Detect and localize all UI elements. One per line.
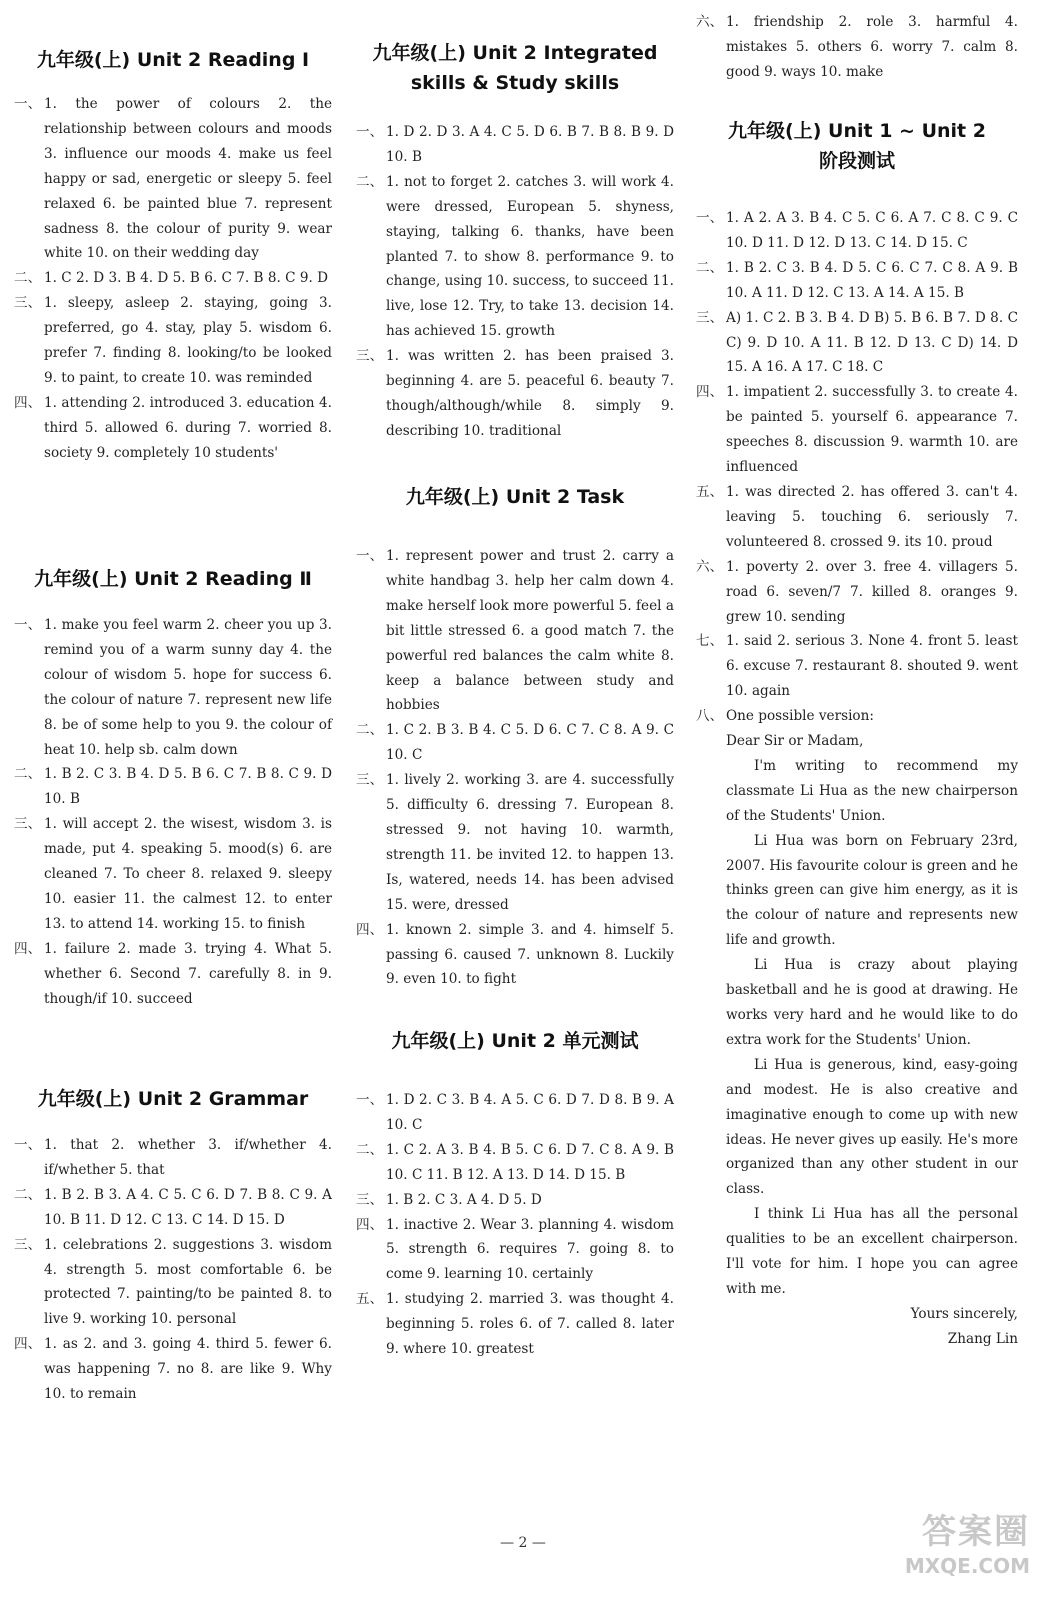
answer-group: 三、 A) 1. C 2. B 3. B 4. D B) 5. B 6. B 7. D 8. C C) 9. D 10. A 11. B 12. D 13. C D) 14. D 15. A 16. A 17. C 18. C bbox=[696, 309, 1018, 376]
answer-group: 五、 1. studying 2. married 3. was thought 4. beginning 5. roles 6. of 7. called 8. later 9. where 10. greatest bbox=[356, 1291, 674, 1358]
answer-group: 二、 1. C 2. A 3. B 4. B 5. C 6. D 7. C 8. A 9. B 10. C 11. B 12. A 13. D 14. D 15. B bbox=[356, 1141, 674, 1183]
letter-signature: Zhang Lin bbox=[947, 1330, 1018, 1347]
section-reading-2 bbox=[14, 564, 332, 1012]
letter-greeting: Dear Sir or Madam, bbox=[726, 733, 864, 750]
letter-paragraph: I'm writing to recommend my classmate Li Hua as the new chairperson of the Students' Union. bbox=[726, 757, 1018, 824]
page-number: — 2 — bbox=[500, 1535, 546, 1551]
section-task bbox=[356, 482, 674, 992]
answer-group: 三、 1. sleepy, asleep 2. staying, going 3. preferred, go 4. stay, play 5. wisdom 6. prefer 7. finding 8. looking/to be looked 9. to paint, to create 10. was reminded bbox=[14, 295, 332, 386]
answer-group: 四、 1. failure 2. made 3. trying 4. What 5. whether 6. Second 7. carefully 8. in 9. though/if 10. succeed bbox=[14, 940, 332, 1007]
section-stage-test bbox=[696, 116, 1018, 1352]
answer-list bbox=[14, 613, 332, 1012]
answer-group: 二、 1. B 2. C 3. B 4. D 5. C 6. C 7. C 8. A 9. B 10. A 11. D 12. C 13. A 14. A 15. B bbox=[696, 259, 1018, 301]
answer-group: 四、 1. inactive 2. Wear 3. planning 4. wisdom 5. strength 6. requires 7. going 8. to come 9. learning 10. certainly bbox=[356, 1216, 674, 1283]
answer-group: 一、 1. D 2. D 3. A 4. C 5. D 6. B 7. B 8. B 9. D 10. B bbox=[356, 124, 674, 165]
answer-group: 三、 1. B 2. C 3. A 4. D 5. D bbox=[356, 1191, 542, 1208]
section-grammar bbox=[14, 1084, 332, 1407]
section-title-line2: skills & Study skills bbox=[410, 72, 620, 94]
watermark-url: MXQE.COM bbox=[904, 1554, 1030, 1578]
answer-group: 三、 1. celebrations 2. suggestions 3. wisdom 4. strength 5. most comfortable 6. be protected 7. painting/to be painted 8. to live 9. working 10. personal bbox=[14, 1236, 332, 1328]
answer-group: 二、 1. not to forget 2. catches 3. will work 4. were dressed, European 5. shyness, staying, talking 6. thanks, have been planted 7. to show 8. performance 9. to change, using 10. success, to succeed 11. live, lose 12. Try, to take 13. decision 14. has achieved 15. growth bbox=[356, 173, 674, 340]
answer-group: 一、 1. make you feel warm 2. cheer you up 3. remind you of a warm sunny day 4. the colour of wisdom 5. hope for success 6. the colour of nature 7. represent new life 8. be of some help to you 9. the colour of heat 10. help sb. calm down bbox=[14, 617, 332, 758]
answer-group: 四、 1. attending 2. introduced 3. education 4. third 5. allowed 6. during 7. worried 8. society 9. completely 10 students' bbox=[14, 394, 332, 461]
section-title-line1: 九年级(上) Unit 2 Integrated bbox=[372, 42, 658, 64]
watermark-logo-text: 答案圈 bbox=[922, 1512, 1030, 1552]
answer-group: 二、 1. C 2. D 3. B 4. D 5. B 6. C 7. B 8. C 9. D bbox=[14, 270, 329, 287]
letter-paragraph: I think Li Hua has all the personal qualities to be an excellent chairperson. I'll vote for him. I hope you can agree with me. bbox=[726, 1206, 1018, 1297]
section-title: 九年级(上) Unit 2 Task bbox=[405, 486, 625, 508]
answer-group: 一、 1. represent power and trust 2. carry a white handbag 3. help her calm down 4. make herself look more powerful 5. feel a bit little stressed 6. a good match 7. the powerful red balances the calm white 8. keep a balance between study and hobbies bbox=[356, 548, 674, 714]
answer-list bbox=[356, 1088, 674, 1362]
answer-group: 二、 1. B 2. B 3. A 4. C 5. C 6. D 7. B 8. C 9. A 10. B 11. D 12. C 13. C 14. D 15. D bbox=[14, 1186, 332, 1228]
answer-group: 一、 1. that 2. whether 3. if/whether 4. if/whether 5. that bbox=[14, 1137, 332, 1178]
section-title-line1: 九年级(上) Unit 1 ~ Unit 2 bbox=[728, 120, 986, 142]
section-title: 九年级(上) Unit 2 Reading Ⅰ bbox=[36, 49, 310, 71]
letter-paragraph: Li Hua is crazy about playing basketball and he is good at drawing. He works very hard and he would like to do extra work for the Students' Union. bbox=[726, 957, 1018, 1048]
answer-list bbox=[14, 1133, 332, 1407]
section-unit-test bbox=[356, 1026, 674, 1362]
watermark bbox=[820, 1512, 1030, 1592]
answer-list bbox=[696, 206, 1018, 704]
answer-group: 六、 1. poverty 2. over 3. free 4. villagers 5. road 6. seven/7 7. killed 8. oranges 9. grew 10. sending bbox=[696, 558, 1018, 625]
section-integrated-skills bbox=[356, 38, 674, 444]
answer-list bbox=[356, 544, 674, 992]
sample-letter bbox=[696, 704, 1018, 1352]
letter-intro: 八、 One possible version: bbox=[696, 708, 874, 725]
answer-group: 二、 1. C 2. B 3. B 4. C 5. D 6. C 7. C 8. A 9. C 10. C bbox=[356, 722, 674, 764]
answer-group: 一、 1. the power of colours 2. the relationship between colours and moods 3. influence our moods 4. make us feel happy or sad, energetic or sleepy 5. feel relaxed 6. be painted blue 7. represent sadness 8. the colour of purity 9. wear white 10. on their wedding day bbox=[14, 96, 332, 262]
answer-list bbox=[14, 92, 332, 466]
answer-group: 二、 1. B 2. C 3. B 4. D 5. B 6. C 7. B 8. C 9. D 10. B bbox=[14, 766, 332, 808]
section-reading-1 bbox=[14, 45, 332, 466]
section-title: 九年级(上) Unit 2 单元测试 bbox=[391, 1030, 639, 1052]
answer-group: 四、 1. impatient 2. successfully 3. to create 4. be painted 5. yourself 6. appearance 7. speeches 8. discussion 9. warmth 10. are influenced bbox=[696, 384, 1018, 476]
section-title: 九年级(上) Unit 2 Grammar bbox=[37, 1088, 309, 1110]
answer-group: 七、 1. said 2. serious 3. None 4. front 5. least 6. excuse 7. restaurant 8. shouted 9. went 10. again bbox=[696, 633, 1018, 700]
answer-group: 六、 1. friendship 2. role 3. harmful 4. mistakes 5. others 6. worry 7. calm 8. good 9. ways 10. make bbox=[696, 14, 1018, 80]
answer-group: 一、 1. D 2. C 3. B 4. A 5. C 6. D 7. D 8. B 9. A 10. C bbox=[356, 1092, 674, 1133]
answer-group: 三、 1. will accept 2. the wisest, wisdom 3. is made, put 4. speaking 5. mood(s) 6. are cleaned 7. To cheer 8. relaxed 9. sleepy 10. easier 11. the calmest 12. to enter 13. to attend 14. working 15. to finish bbox=[14, 816, 332, 932]
answer-group: 三、 1. was written 2. has been praised 3. beginning 4. are 5. peaceful 6. beauty 7. though/although/while 8. simply 9. describing 10. traditional bbox=[356, 348, 674, 439]
section-title-line2: 阶段测试 bbox=[818, 150, 895, 172]
section-continued bbox=[696, 10, 1018, 85]
answer-group: 三、 1. lively 2. working 3. are 4. successfully 5. difficulty 6. dressing 7. European 8. stressed 9. not having 10. warmth, strength 11. be invited 12. to happen 13. Is, watered, needs 14. has been advised 15. were, dressed bbox=[356, 772, 674, 913]
letter-closing: Yours sincerely, bbox=[910, 1305, 1018, 1322]
letter-paragraph: Li Hua is generous, kind, easy-going and modest. He is also creative and imaginative enough to come up with new ideas. He never gives up easily. He's more organized than any other student in our class. bbox=[726, 1056, 1018, 1198]
answer-group: 五、 1. was directed 2. has offered 3. can't 4. leaving 5. touching 6. seriously 7. volunteered 8. crossed 9. its 10. proud bbox=[696, 483, 1018, 550]
answer-group: 一、 1. A 2. A 3. B 4. C 5. C 6. A 7. C 8. C 9. C 10. D 11. D 12. D 13. C 14. D 15. C bbox=[696, 210, 1018, 251]
answer-group: 四、 1. as 2. and 3. going 4. third 5. fewer 6. was happening 7. no 8. are like 9. Why 10. to remain bbox=[14, 1336, 332, 1403]
answer-group: 四、 1. known 2. simple 3. and 4. himself 5. passing 6. caused 7. unknown 8. Luckily 9. even 10. to fight bbox=[356, 921, 674, 988]
answer-list bbox=[356, 120, 674, 444]
section-title: 九年级(上) Unit 2 Reading Ⅱ bbox=[34, 568, 312, 590]
answer-list bbox=[696, 10, 1018, 85]
letter-paragraph: Li Hua was born on February 23rd, 2007. His favourite colour is green and he thinks green can give him energy, as it is the colour of nature and represents new life and growth. bbox=[726, 832, 1018, 949]
